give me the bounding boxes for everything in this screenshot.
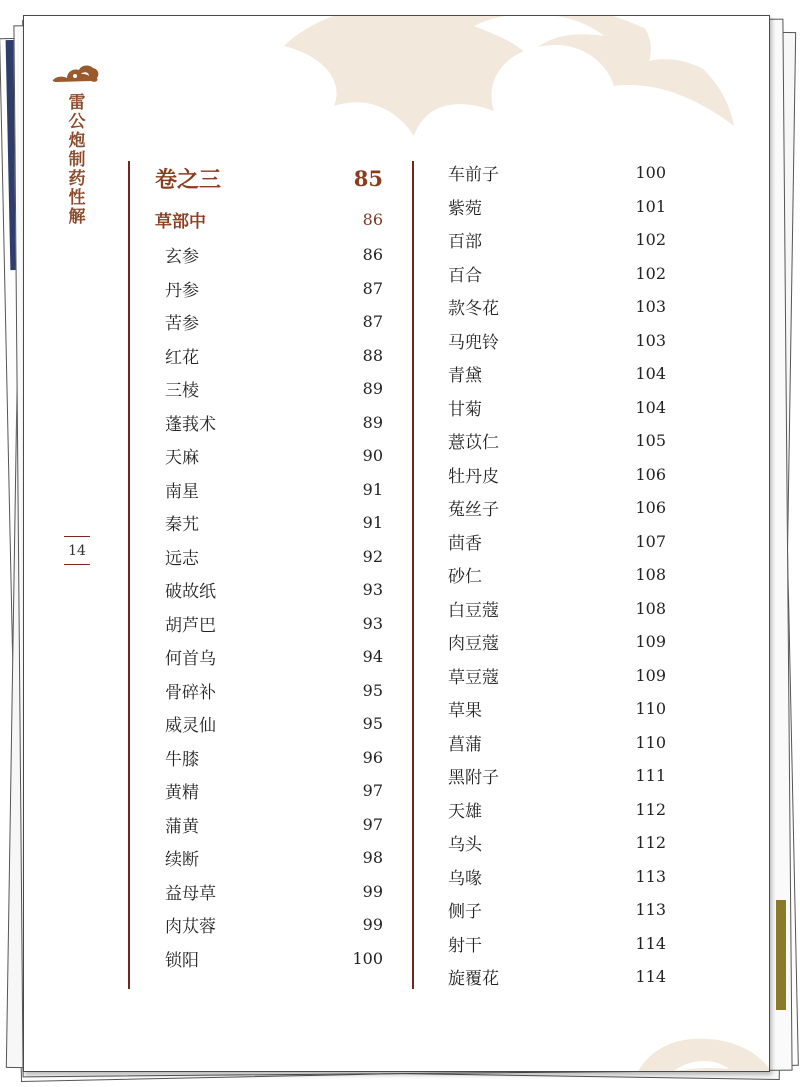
toc-entry[interactable]	[155, 640, 383, 674]
toc-entry[interactable]	[448, 726, 666, 760]
entry-name: 款冬花	[448, 299, 499, 320]
entry-page: 96	[362, 747, 383, 767]
entry-page: 88	[362, 345, 383, 365]
toc-entry[interactable]	[155, 942, 383, 976]
entry-page: 92	[362, 546, 383, 566]
entry-name: 菖蒲	[448, 734, 482, 755]
entry-page: 110	[635, 699, 666, 719]
toc-entry[interactable]	[155, 272, 383, 306]
entry-name: 锁阳	[165, 950, 199, 971]
toc-entry[interactable]	[155, 707, 383, 741]
entry-name: 胡芦巴	[165, 615, 216, 636]
toc-entry[interactable]	[155, 339, 383, 373]
toc-entry[interactable]	[448, 391, 666, 425]
toc-entry[interactable]	[448, 893, 666, 927]
book-title: 雷公炮制药性解	[68, 93, 86, 227]
entry-name: 薏苡仁	[448, 433, 499, 454]
entry-page: 106	[635, 464, 666, 484]
entry-page: 104	[635, 364, 666, 384]
volume-heading[interactable]	[155, 160, 383, 196]
entry-name: 甘菊	[448, 399, 482, 420]
entry-name: 蒲黄	[165, 816, 199, 837]
toc-entry[interactable]	[155, 506, 383, 540]
entry-name: 青黛	[448, 366, 482, 387]
entry-name: 三棱	[165, 381, 199, 402]
entry-page: 95	[362, 714, 383, 734]
toc-entry[interactable]	[155, 808, 383, 842]
toc-entry[interactable]	[155, 473, 383, 507]
toc-entry[interactable]	[448, 625, 666, 659]
entry-name: 草果	[448, 701, 482, 722]
toc-entry[interactable]	[448, 156, 666, 190]
entry-name: 续断	[165, 850, 199, 871]
entry-name: 草豆蔻	[448, 667, 499, 688]
entry-name: 旋覆花	[448, 969, 499, 990]
entry-name: 车前子	[448, 165, 499, 186]
toc-entry[interactable]	[155, 607, 383, 641]
entry-page: 97	[362, 814, 383, 834]
entry-page: 109	[635, 665, 666, 685]
entry-name: 牛膝	[165, 749, 199, 770]
entry-page: 103	[635, 330, 666, 350]
entry-page: 97	[362, 781, 383, 801]
column-rule	[128, 161, 130, 989]
entry-name: 侧子	[448, 902, 482, 923]
entry-page: 102	[635, 263, 666, 283]
toc-entry[interactable]	[448, 357, 666, 391]
entry-name: 威灵仙	[165, 716, 216, 737]
entry-name: 远志	[165, 548, 199, 569]
entry-page: 89	[362, 379, 383, 399]
entry-name: 破故纸	[165, 582, 216, 603]
toc-entry[interactable]	[155, 406, 383, 440]
toc-entry[interactable]	[448, 290, 666, 324]
entry-page: 102	[635, 230, 666, 250]
toc-entry[interactable]	[448, 960, 666, 994]
entry-name: 秦艽	[165, 515, 199, 536]
entry-page: 87	[362, 312, 383, 332]
entry-name: 黑附子	[448, 768, 499, 789]
entry-page: 87	[362, 278, 383, 298]
toc-entry[interactable]	[155, 540, 383, 574]
toc-entry[interactable]	[448, 458, 666, 492]
entry-page: 89	[362, 412, 383, 432]
entry-name: 黄精	[165, 783, 199, 804]
entry-page: 100	[635, 163, 666, 183]
column-rule	[412, 161, 414, 989]
entry-page: 104	[635, 397, 666, 417]
toc-entry[interactable]	[155, 908, 383, 942]
entry-name: 茴香	[448, 533, 482, 554]
toc-entry[interactable]	[448, 424, 666, 458]
entry-page: 113	[635, 900, 666, 920]
toc-entry[interactable]	[448, 525, 666, 559]
toc-entry[interactable]	[448, 257, 666, 291]
entry-name: 何首乌	[165, 649, 216, 670]
toc-entry[interactable]	[155, 305, 383, 339]
entry-page: 93	[362, 580, 383, 600]
toc-entry[interactable]	[448, 223, 666, 257]
entry-page: 90	[362, 446, 383, 466]
entry-name: 红花	[165, 347, 199, 368]
entry-name: 白豆蔻	[448, 600, 499, 621]
entry-name: 砂仁	[448, 567, 482, 588]
entry-page: 99	[362, 881, 383, 901]
toc-entry[interactable]	[448, 759, 666, 793]
toc-entry[interactable]	[155, 741, 383, 775]
entry-name: 蓬莪术	[165, 414, 216, 435]
section-title: 草部中	[155, 211, 206, 232]
entry-page: 91	[362, 479, 383, 499]
entry-name: 牡丹皮	[448, 466, 499, 487]
entry-name: 百合	[448, 265, 482, 286]
entry-page: 91	[362, 513, 383, 533]
entry-page: 108	[635, 565, 666, 585]
toc-entry[interactable]	[448, 190, 666, 224]
toc-entry[interactable]	[448, 927, 666, 961]
toc-entry[interactable]	[448, 826, 666, 860]
entry-page: 112	[635, 799, 666, 819]
cloud-ornament-icon	[51, 62, 101, 84]
toc-entry[interactable]	[448, 692, 666, 726]
entry-page: 114	[635, 933, 666, 953]
entry-page: 99	[362, 915, 383, 935]
entry-name: 南星	[165, 481, 199, 502]
entry-name: 玄参	[165, 247, 199, 268]
entry-page: 110	[635, 732, 666, 752]
entry-page: 98	[362, 848, 383, 868]
entry-page: 109	[635, 632, 666, 652]
entry-name: 百部	[448, 232, 482, 253]
toc-entry[interactable]	[448, 558, 666, 592]
entry-page: 112	[635, 833, 666, 853]
entry-name: 紫菀	[448, 198, 482, 219]
entry-page: 93	[362, 613, 383, 633]
entry-name: 益母草	[165, 883, 216, 904]
cloud-decoration	[274, 15, 744, 176]
toc-entry[interactable]	[155, 573, 383, 607]
entry-page: 101	[635, 196, 666, 216]
toc-entry[interactable]	[448, 659, 666, 693]
entry-name: 肉豆蔻	[448, 634, 499, 655]
volume-title: 卷之三	[155, 166, 222, 193]
toc-entry[interactable]	[155, 841, 383, 875]
entry-page: 114	[635, 967, 666, 987]
toc-entry[interactable]	[448, 860, 666, 894]
entry-page: 103	[635, 297, 666, 317]
section-page: 86	[362, 209, 383, 229]
entry-name: 菟丝子	[448, 500, 499, 521]
toc-entry[interactable]	[448, 324, 666, 358]
entry-name: 射干	[448, 935, 482, 956]
entry-name: 骨碎补	[165, 682, 216, 703]
entry-page: 86	[362, 245, 383, 265]
entry-page: 105	[635, 431, 666, 451]
entry-page: 100	[352, 948, 383, 968]
entry-name: 丹参	[165, 280, 199, 301]
entry-page: 94	[362, 647, 383, 667]
cover-edge	[776, 900, 786, 1010]
entry-name: 天雄	[448, 801, 482, 822]
toc-entry[interactable]	[155, 439, 383, 473]
entry-page: 106	[635, 498, 666, 518]
toc-entry[interactable]	[155, 674, 383, 708]
toc-column-right	[448, 156, 666, 994]
toc-page	[23, 15, 770, 1072]
entry-name: 苦参	[165, 314, 199, 335]
toc-entry[interactable]	[448, 592, 666, 626]
toc-entry[interactable]	[155, 875, 383, 909]
page-number: 14	[64, 536, 90, 565]
entry-name: 乌头	[448, 835, 482, 856]
volume-page: 85	[353, 165, 383, 191]
entry-page: 111	[635, 766, 666, 786]
entry-page: 108	[635, 598, 666, 618]
toc-entry[interactable]	[155, 238, 383, 272]
toc-entry[interactable]	[155, 774, 383, 808]
section-heading[interactable]	[155, 200, 383, 238]
entry-page: 95	[362, 680, 383, 700]
entry-name: 天麻	[165, 448, 199, 469]
entry-name: 马兜铃	[448, 332, 499, 353]
toc-entry[interactable]	[155, 372, 383, 406]
entry-name: 乌喙	[448, 868, 482, 889]
cloud-decoration	[634, 1021, 770, 1072]
entry-page: 113	[635, 866, 666, 886]
entry-name: 肉苁蓉	[165, 917, 216, 938]
toc-entry[interactable]	[448, 793, 666, 827]
entry-page: 107	[635, 531, 666, 551]
toc-column-left	[155, 160, 383, 975]
toc-entry[interactable]	[448, 491, 666, 525]
